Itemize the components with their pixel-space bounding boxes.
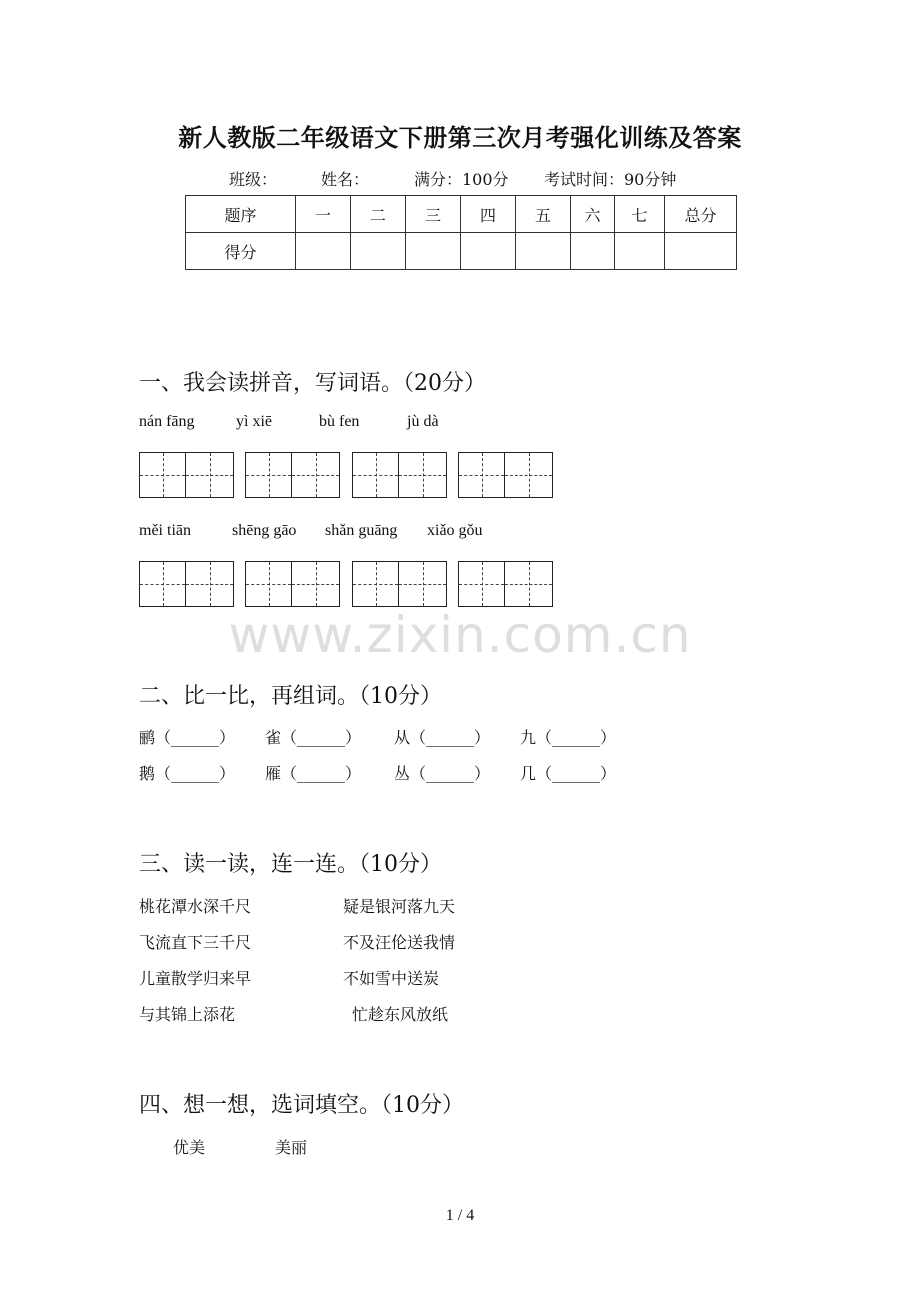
writing-grid[interactable] (245, 452, 340, 498)
compare-item[interactable]: 鹂（______） (139, 728, 236, 747)
writing-grid[interactable] (139, 452, 234, 498)
table-cell: 题序 (186, 196, 296, 233)
writing-grid[interactable] (352, 561, 447, 607)
poem-line-left[interactable]: 儿童散学归来早 (139, 969, 252, 988)
poem-line-right[interactable]: 忙趁东风放纸 (352, 1005, 449, 1024)
poem-line-right[interactable]: 疑是银河落九天 (343, 897, 456, 916)
table-cell: 三 (406, 196, 461, 233)
table-cell: 得分 (186, 233, 296, 270)
compare-item[interactable]: 雁（______） (265, 764, 362, 783)
table-cell: 一 (296, 196, 351, 233)
pinyin: nán fāng (139, 413, 195, 430)
table-cell: 七 (615, 196, 665, 233)
compare-item[interactable]: 几（______） (520, 764, 617, 783)
writing-grid[interactable] (139, 561, 234, 607)
score-input-cell[interactable] (461, 233, 516, 270)
table-cell: 五 (516, 196, 571, 233)
compare-item[interactable]: 鹅（______） (139, 764, 236, 783)
compare-item[interactable]: 雀（______） (265, 728, 362, 747)
writing-grid[interactable] (352, 452, 447, 498)
word-option: 优美 (173, 1138, 206, 1157)
watermark: www.zixin.com.cn (228, 606, 692, 664)
exam-time: 考试时间：90分钟 (544, 170, 677, 189)
compare-item[interactable]: 丛（______） (394, 764, 491, 783)
section1-title: 一、我会读拼音，写词语。（20分） (139, 371, 486, 396)
pinyin: shǎn guāng (325, 522, 398, 539)
poem-line-right[interactable]: 不如雪中送炭 (343, 969, 440, 988)
score-input-cell[interactable] (351, 233, 406, 270)
score-input-cell[interactable] (406, 233, 461, 270)
score-input-cell[interactable] (571, 233, 615, 270)
compare-item[interactable]: 从（______） (394, 728, 491, 747)
table-cell: 四 (461, 196, 516, 233)
poem-line-left[interactable]: 桃花潭水深千尺 (139, 897, 252, 916)
poem-line-left[interactable]: 飞流直下三千尺 (139, 933, 252, 952)
compare-item[interactable]: 九（______） (520, 728, 617, 747)
table-cell: 六 (571, 196, 615, 233)
score-input-cell[interactable] (516, 233, 571, 270)
section2-title: 二、比一比，再组词。（10分） (139, 684, 442, 709)
score-input-cell[interactable] (296, 233, 351, 270)
pinyin: yì xiē (236, 413, 272, 430)
table-cell: 二 (351, 196, 406, 233)
page-number: 1 / 4 (445, 1207, 475, 1224)
table-cell: 总分 (665, 196, 737, 233)
full-score: 满分：100分 (414, 170, 509, 189)
pinyin: xiǎo gǒu (427, 522, 483, 539)
writing-grid[interactable] (458, 561, 553, 607)
writing-grid[interactable] (458, 452, 553, 498)
writing-grid[interactable] (245, 561, 340, 607)
class-label: 班级： (229, 170, 278, 189)
score-table-score-row (186, 233, 737, 270)
pinyin: shēng gāo (232, 522, 297, 539)
name-label: 姓名： (321, 170, 370, 189)
score-table (185, 195, 737, 270)
pinyin: měi tiān (139, 522, 191, 539)
section4-title: 四、想一想，选词填空。（10分） (139, 1093, 464, 1118)
score-table-header-row (186, 196, 737, 233)
score-input-cell[interactable] (665, 233, 737, 270)
word-option: 美丽 (275, 1138, 308, 1157)
section3-title: 三、读一读，连一连。（10分） (139, 852, 442, 877)
score-input-cell[interactable] (615, 233, 665, 270)
document-title: 新人教版二年级语文下册第三次月考强化训练及答案 (178, 123, 742, 152)
poem-line-right[interactable]: 不及汪伦送我情 (343, 933, 456, 952)
pinyin: jù dà (407, 413, 439, 430)
poem-line-left[interactable]: 与其锦上添花 (139, 1005, 236, 1024)
pinyin: bù fen (319, 413, 360, 430)
